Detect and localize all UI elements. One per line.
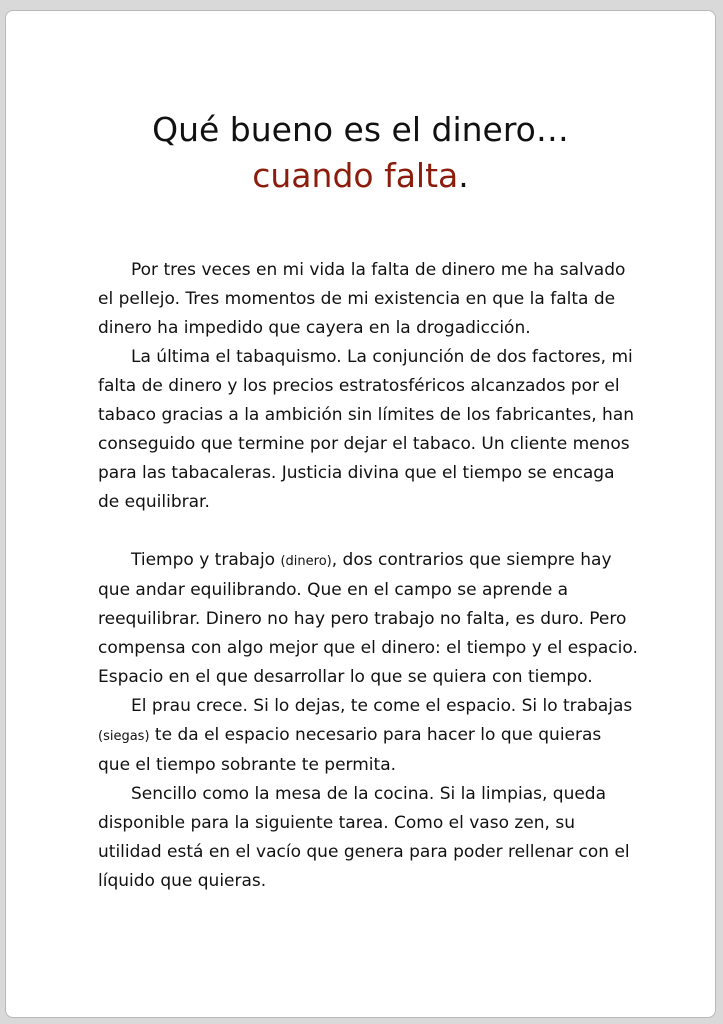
paragraph-4 [98,692,638,780]
paragraph-3-end: , dos contrarios que siempre hay que andar equilibrando. Que en el campo se aprende a reequilibrar. Dinero no hay pero trabajo no falta, es duro. Pero compensa con algo mejor que el dinero: el tiempo y el espacio. Espacio en el que desarrollar lo que se quiera con tiempo. [98,550,638,687]
paragraph-3 [98,546,638,692]
paragraph-1: Por tres veces en mi vida la falta de dinero me ha salvado el pellejo. Tres momentos de mi existencia en que la falta de dinero ha impedido que cayera en la drogadicción. [98,260,626,338]
paragraph-3-start: Tiempo y trabajo [131,550,281,570]
paragraph-4-aside: (siegas) [98,729,150,744]
title-line-1: Qué bueno es el dinero… [152,110,569,149]
title-period: . [458,156,469,195]
paragraph-4-start: El prau crece. Si lo dejas, te come el espacio. Si lo trabajas [131,696,633,716]
paragraph-gap [98,517,638,546]
paragraph-2: La última el tabaquismo. La conjunción de dos factores, mi falta de dinero y los precios estratosféricos alcanzados por el tabaco gracias a la ambición sin límites de los fabricantes, han conseguido que termine por dejar el tabaco. Un cliente menos para las tabacaleras. Justicia divina que el tiempo se encaga de equilibrar. [98,347,635,512]
body-text [98,256,638,896]
paragraph-4-end: te da el espacio necesario para hacer lo que quieras que el tiempo sobrante te permita. [98,725,602,775]
document-page [5,10,716,1018]
page-title [6,107,715,199]
paragraph-3-aside: (dinero) [280,554,332,569]
paragraph-5: Sencillo como la mesa de la cocina. Si la limpias, queda disponible para la siguiente tarea. Como el vaso zen, su utilidad está en el vacío que genera para poder rellenar con el líquido que quieras. [98,784,630,891]
title-accent: cuando falta [252,156,459,195]
